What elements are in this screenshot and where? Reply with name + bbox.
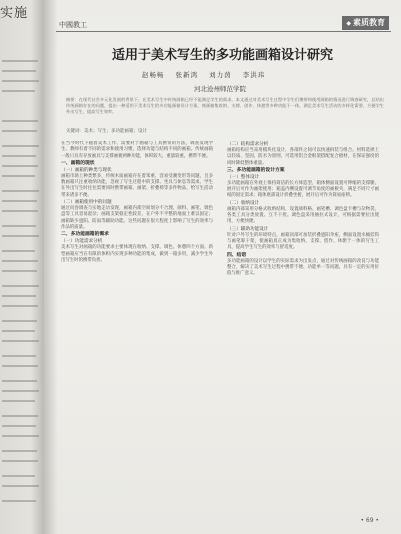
- previous-page-edge: [0, 0, 44, 534]
- subsection-heading: （二）收纳设计: [227, 200, 260, 206]
- previous-page-title-fragment: 实施: [0, 6, 29, 21]
- column-badge: [342, 16, 389, 30]
- article-keywords: 关键词：美术；写生；多功能画箱；设计: [66, 129, 147, 134]
- body-column-right: [227, 141, 379, 521]
- section-heading: 一、画箱的现状: [61, 160, 95, 166]
- subsection-heading: （三）辅助功能设计: [227, 226, 269, 232]
- body-paragraph: 画箱结构应当采用模块化设计，各部件之间可以快速拆装与组合。材料选择上以轻质、坚固、防水为原则，可选用铝合金框架搭配复合板材，在保证强度的同时降低整体重量。: [227, 148, 379, 166]
- body-paragraph: 在当今时代下随着美术工作、需要对于画箱与工具携带的方法，调查发现学生、教师有着不同的需求和使用习惯，选择功能与结构不同的画箱。传统画箱一般只具有存放画具与支撑画板两种功能，体积较大，重量较重，携带不便。: [61, 141, 213, 159]
- body-paragraph: 画箱内部采用分格式收纳结构，设置颜料格、画笔槽、调色盘卡槽与杂物袋，各类工具分类放置、互不干扰。调色盘采用抽拉式设计，可根据需要拉出使用，方便快捷。: [227, 206, 379, 225]
- article-authors: 赵畅畅 张新鸿 刘力茵 李洪玮: [142, 71, 266, 79]
- body-paragraph: 多功能画箱在外观上保持简洁的长方体造型，箱体侧面设置可伸缩的支撑腿，展开后可作为画架使用；箱盖内侧设置可调节角度的画板夹，满足不同尺寸画纸的固定需求；箱体底部设计折叠坐板，展开后可作为简易座椅。: [227, 180, 379, 199]
- diamond-icon: ◆: [346, 20, 351, 27]
- article-affiliation: 河北沧州师范学院: [194, 85, 246, 93]
- subsection-heading: （一）画箱的种类与现状: [61, 167, 112, 173]
- body-paragraph: 画箱市场上种类繁多，传统木质画箱存在着笨重、容易受潮变形等问题，且多数画箱只注重收纳功能，忽视了写生过程中的支撑、坐具与休息等需求。学生在外出写生时往往需要同时携带画箱、画架、折叠椅等多件物品，给写生活动带来诸多不便。: [61, 173, 213, 198]
- subsection-heading: （二）结构需求分析: [227, 142, 269, 147]
- section-heading: 四、结语: [227, 252, 247, 258]
- subsection-heading: （二）画箱使用中的问题: [61, 200, 112, 206]
- journal-page: [44, 0, 401, 534]
- article-abstract: 摘要：在现代社会多元化发展的背景下，在美术写生中传统画箱已经不能满足学生的需求，本文通过对美术写生过程中学生们携带和使用画箱的情况进行调查研究，总结出传统画箱存在的问题，提出一种适用于美术写生的多功能画箱设计方案，使画箱集收纳、支撑、创作、休憩等多种功能于一体，满足美术写生活动的多样化需要，方便学生外出写生，提高写生效率。: [66, 97, 384, 114]
- section-heading: 二、多功能画箱的需求: [61, 232, 109, 238]
- subsection-heading: （一）功能需求分析: [61, 239, 103, 245]
- body-paragraph: 通过问卷调查与实地走访发现，画箱内部空间划分不合理，颜料、画笔、调色盘等工具容易混杂；画箱支架稳定性较差，在户外不平整的地面上难以固定；画箱缺少遮阳、防雨等辅助功能。这些问题在很大程度上影响了写生的效率与作品的质量。: [61, 206, 213, 230]
- spine-shadow: [44, 0, 58, 534]
- column-label: 素质教育: [353, 18, 385, 27]
- body-column-left: [61, 141, 213, 521]
- body-paragraph: 针对户外写生的环境特点，画箱顶部可加装折叠遮阳伞座，侧面设置水桶挂钩与画笔晾干架，使画箱真正成为集收纳、支撑、创作、休憩于一体的写生工具，提高学生写生的效率与舒适度。: [227, 232, 379, 251]
- body-paragraph: 美术写生对画箱的功能要求主要体现在收纳、支撑、调色、休憩四个方面。新型画箱应当在有限的体积内实现多种功能的集成，做到一箱多用，减少学生外出写生时的携带负担。: [61, 245, 213, 263]
- section-heading: 三、多功能画箱的设计方案: [227, 167, 285, 173]
- journal-section-label: 中國教工: [59, 21, 87, 29]
- page-number: • 69 •: [360, 517, 379, 524]
- article-title: 适用于美术写生的多功能画箱设计研究: [111, 48, 333, 63]
- body-paragraph: 多功能画箱的设计以学生的实际需求为出发点，通过对传统画箱的改良与功能整合，解决了美术写生过程中携带不便、功能单一等问题，具有一定的实用价值与推广意义。: [227, 258, 379, 277]
- header-rule: [56, 31, 391, 32]
- subsection-heading: （一）整体设计: [227, 174, 260, 180]
